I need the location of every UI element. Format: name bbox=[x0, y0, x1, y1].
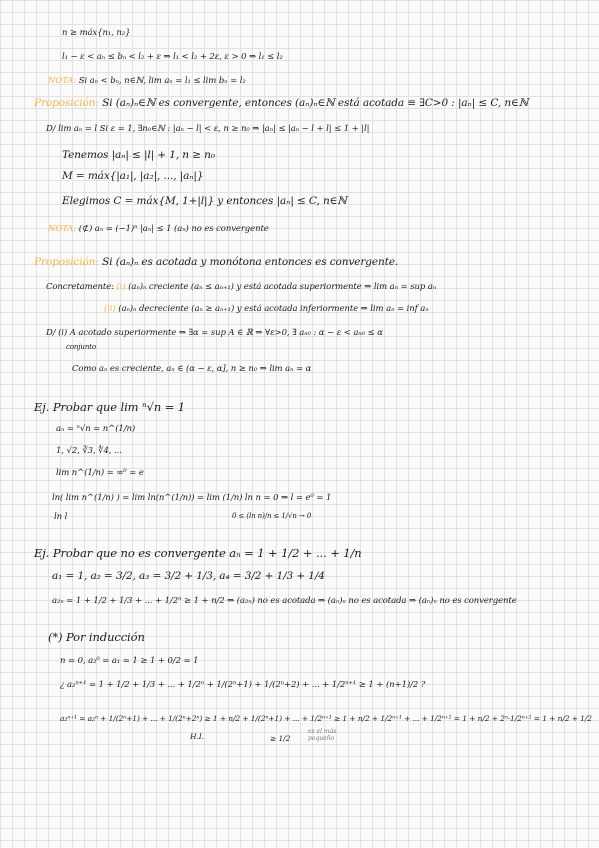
example-line: a₁ = 1, a₂ = 3/2, a₃ = 3/2 + 1/3, a₄ = 3/2 + 1/3 + 1/4 bbox=[52, 570, 325, 582]
note-line bbox=[48, 224, 269, 234]
induction-line: ¿ a₂ⁿ⁺¹ = 1 + 1/2 + 1/3 + ... + 1/2ⁿ + 1/(2ⁿ+1) + 1/(2ⁿ+2) + ... + 1/2ⁿ⁺¹ ≥ 1 + (n+1)/2 ? bbox=[60, 680, 426, 690]
example-line: 1, √2, ∛3, ∜4, ... bbox=[56, 446, 122, 456]
induction-heading: (*) Por inducción bbox=[48, 630, 145, 644]
example-line: ln l bbox=[54, 512, 68, 522]
note-label: NOTA: bbox=[48, 224, 77, 234]
note-text: (⊄) aₙ = (−1)ⁿ |aₙ| ≤ 1 (aₙ) no es convergente bbox=[78, 224, 269, 234]
proof-line: Tenemos |aₙ| ≤ |l| + 1, n ≥ n₀ bbox=[62, 149, 215, 161]
annotation: conjunto bbox=[66, 343, 97, 351]
concretamente-label: Concretamente: bbox=[46, 282, 114, 292]
proof-line: D/ lim aₙ = l Si ε = 1, ∃n₀∈ℕ : |aₙ − l| < ε, n ≥ n₀ ⇒ |aₙ| ≤ |aₙ − l + l| ≤ 1 + |l| bbox=[46, 124, 370, 134]
proof-line: M = máx{|a₁|, |a₂|, ..., |aₙ|} bbox=[62, 170, 204, 182]
example-2-title: Ej. Probar que no es convergente aₙ = 1 + 1/2 + ... + 1/n bbox=[34, 546, 362, 560]
proof-line: Elegimos C = máx{M, 1+|l|} y entonces |aₙ| ≤ C, n∈ℕ bbox=[62, 195, 347, 207]
case-ii-text: (aₙ)ₙ decreciente (aₙ ≥ aₙ₊₁) y está acotada inferiormente ⇒ lim aₙ = inf aₙ bbox=[118, 304, 429, 314]
proposition-2 bbox=[34, 256, 398, 268]
induction-line: n = 0, a₂⁰ = a₁ = 1 ≥ 1 + 0/2 = 1 bbox=[60, 656, 199, 666]
note-text: Si aₙ < bₙ, n∈ℕ, lim aₙ = l₁ ≤ lim bₙ = l₂ bbox=[78, 76, 246, 86]
proposition-label: Proposición: bbox=[34, 256, 99, 268]
example-line: aₙ = ⁿ√n = n^(1/n) bbox=[56, 424, 136, 434]
case-i-line bbox=[46, 282, 436, 292]
note-label: NOTA: bbox=[48, 76, 77, 86]
example-line: a₂ₙ = 1 + 1/2 + 1/3 + ... + 1/2ⁿ ≥ 1 + n/2 ⇒ (a₂ₙ) no es acotada ⇒ (aₙ)ₙ no es acotada ⇒ (aₙ)ₙ no es convergente bbox=[52, 596, 517, 606]
proof-line: D/ (i) A acotado superiormente ⇒ ∃α = sup A ∈ ℝ ⇒ ∀ε>0, ∃ aₙ₀ : α − ε < aₙ₀ ≤ α bbox=[46, 328, 383, 338]
bound-label: ≥ 1/2 bbox=[270, 734, 291, 743]
proof-line: Como aₙ es creciente, aₙ ∈ (α − ε, α], n ≥ n₀ ⇒ lim aₙ = α bbox=[72, 364, 312, 374]
hi-label: H.I. bbox=[190, 732, 204, 741]
case-i-tag: (i) bbox=[116, 282, 126, 292]
side-note: es el más pequeño bbox=[308, 728, 337, 742]
example-line: lim n^(1/n) = ∞⁰ = e bbox=[56, 468, 144, 478]
example-1-title: Ej. Probar que lim ⁿ√n = 1 bbox=[34, 400, 186, 414]
proposition-label: Proposición: bbox=[34, 97, 99, 109]
proposition-1 bbox=[34, 97, 528, 109]
case-ii-tag: (ii) bbox=[104, 304, 116, 314]
note-line bbox=[48, 76, 246, 86]
case-i-text: (aₙ)ₙ creciente (aₙ ≤ aₙ₊₁) y está acotada superiormente ⇒ lim aₙ = sup aₙ bbox=[128, 282, 437, 292]
inequality-line: l₁ − ε < aₙ ≤ bₙ < l₂ + ε ⇒ l₁ < l₂ + 2ε, ε > 0 ⇒ l₁ ≤ l₂ bbox=[62, 52, 283, 62]
induction-line: a₂ⁿ⁺¹ = a₂ⁿ + 1/(2ⁿ+1) + ... + 1/(2ⁿ+2ⁿ) ≥ 1 + n/2 + 1/(2ⁿ+1) + ... + 1/2ⁿ⁺¹ ≥ 1 + n/2 + 1/2ⁿ⁺¹ + ... + 1/2ⁿ⁺¹ = 1 + n/2 + 2ⁿ·1/2ⁿ⁺¹ = 1 + n/2 + 1/2 bbox=[60, 714, 592, 723]
proposition-text: Si (aₙ)ₙ es acotada y monótona entonces es convergente. bbox=[102, 256, 399, 268]
proposition-text: Si (aₙ)ₙ∈ℕ es convergente, entonces (aₙ)ₙ∈ℕ está acotada ≡ ∃C>0 : |aₙ| ≤ C, n∈ℕ bbox=[102, 97, 529, 109]
case-ii-line bbox=[104, 304, 429, 314]
bound-annotation: 0 ≤ (ln n)/n ≤ 1/√n → 0 bbox=[232, 512, 312, 520]
condition-line: n ≥ máx{n₁, n₂} bbox=[62, 28, 131, 38]
example-line: ln( lim n^(1/n) ) = lim ln(n^(1/n)) = lim (1/n) ln n = 0 ⇒ l = e⁰ = 1 bbox=[52, 493, 332, 503]
